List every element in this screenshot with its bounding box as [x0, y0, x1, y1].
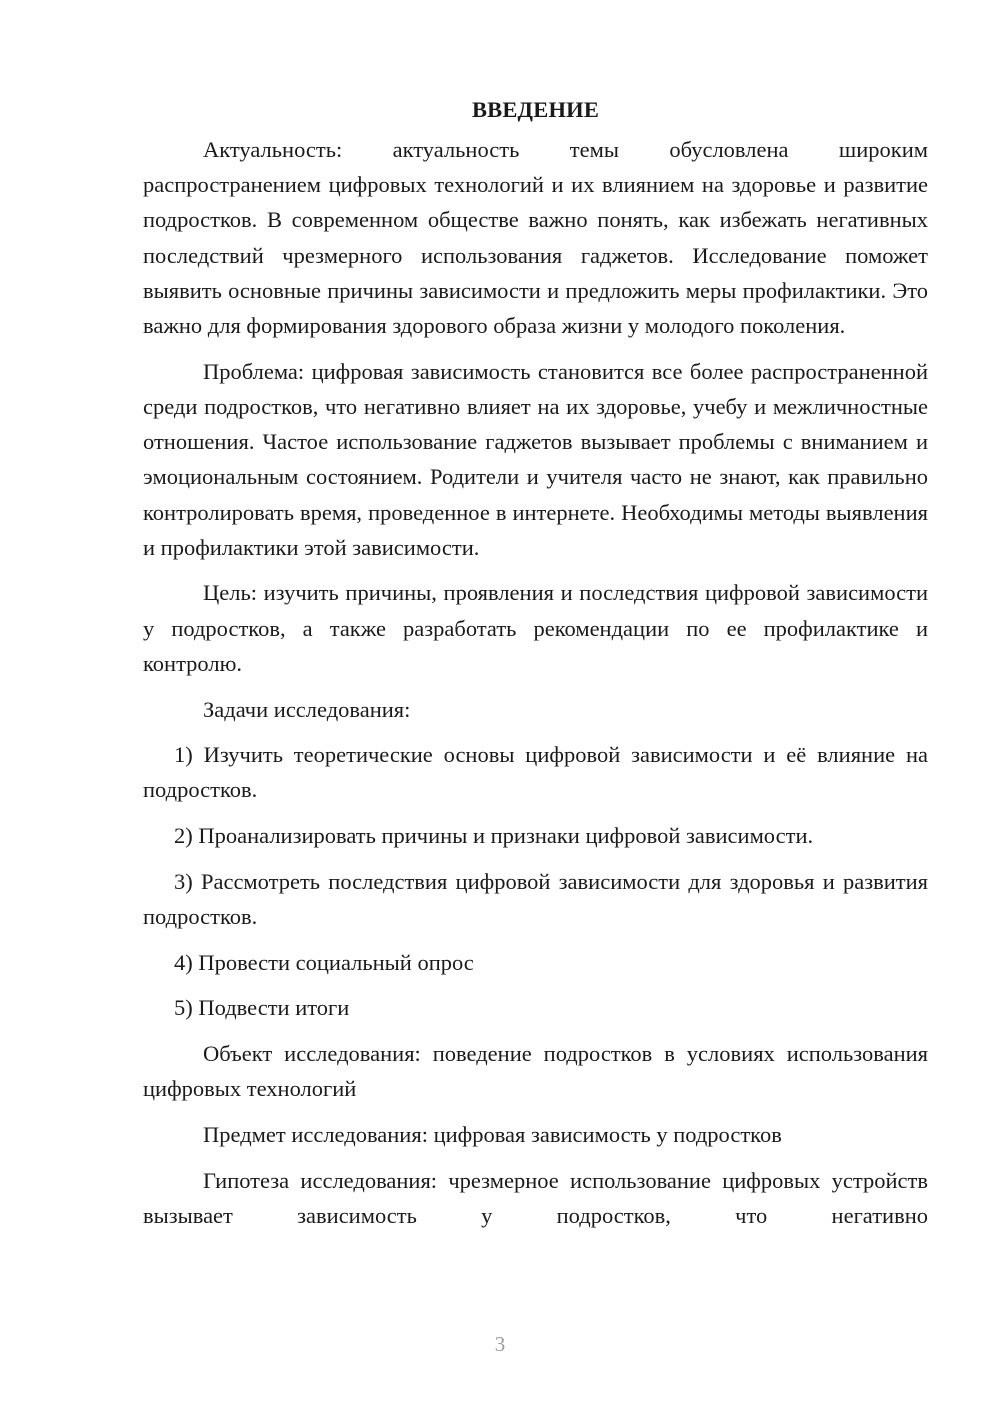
paragraph-relevance: Актуальность: актуальность темы обусловлена широким распространением цифровых технологий и их влиянием на здоровье и развитие подростков. В современном обществе важно понять, как избежать негативных последствий чрезмерного использования гаджетов. Исследование поможет выявить основные причины зависимости и предложить меры профилактики. Это важно для формирования здорового образа жизни у молодого поколения.: [143, 137, 928, 339]
paragraph-subject: Предмет исследования: цифровая зависимость у подростков: [203, 1122, 782, 1148]
task-item-5: 5) Подвести итоги: [174, 995, 350, 1021]
paragraph-hypothesis: Гипотеза исследования: чрезмерное использование цифровых устройств вызывает зависимость у подростков, что негативно: [143, 1167, 928, 1228]
paragraph-problem: Проблема: цифровая зависимость становится все более распространенной среди подростков, что негативно влияет на их здоровье, учебу и межличностные отношения. Частое использование гаджетов вызывает проблемы с вниманием и эмоциональным состоянием. Родители и учителя часто не знают, как правильно контролировать время, проведенное в интернете. Необходимы методы выявления и профилактики этой зависимости.: [143, 358, 928, 560]
task-item-3: 3) Рассмотреть последствия цифровой зависимости для здоровья и развития подростков.: [143, 868, 928, 930]
page-content: [143, 92, 928, 1244]
task-item-1: 1) Изучить теоретические основы цифровой зависимости и её влияние на подростков.: [143, 742, 928, 803]
paragraph-object: Объект исследования: поведение подростков в условиях использования цифровых технологий: [143, 1041, 928, 1102]
task-item-4: 4) Провести социальный опрос: [174, 949, 474, 975]
paragraph-goal: Цель: изучить причины, проявления и последствия цифровой зависимости у подростков, а также разработать рекомендации по ее профилактике и контролю.: [143, 580, 928, 676]
paragraph-tasks-title: Задачи исследования:: [203, 696, 411, 722]
section-heading: ВВЕДЕНИЕ: [471, 97, 600, 122]
page-number: 3: [494, 1332, 506, 1356]
task-item-2: 2) Проанализировать причины и признаки цифровой зависимости.: [174, 823, 814, 849]
